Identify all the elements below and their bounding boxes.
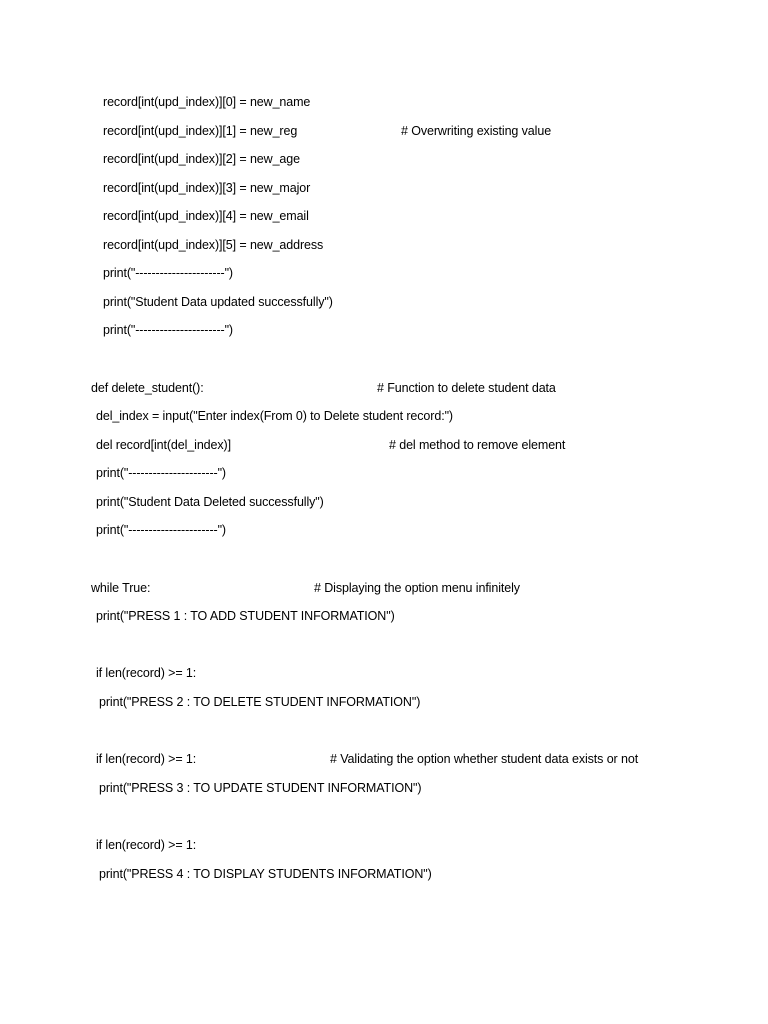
code-line-23: print("PRESS 4 : TO DISPLAY STUDENTS INFORMATION") (99, 867, 432, 881)
code-line-15: print("----------------------") (96, 523, 226, 537)
code-comment-12: # del method to remove element (389, 438, 566, 452)
code-line-22: if len(record) >= 1: (96, 838, 197, 852)
code-line-2: record[int(upd_index)][1] = new_reg (103, 124, 298, 138)
code-line-12: del record[int(del_index)] (96, 438, 231, 452)
code-comment-16: # Displaying the option menu infinitely (314, 581, 520, 595)
code-line-20: if len(record) >= 1: (96, 752, 197, 766)
code-line-17: print("PRESS 1 : TO ADD STUDENT INFORMATION") (96, 609, 395, 623)
code-line-4: record[int(upd_index)][3] = new_major (103, 181, 311, 195)
code-line-6: record[int(upd_index)][5] = new_address (103, 238, 324, 252)
code-line-14: print("Student Data Deleted successfully") (96, 495, 324, 509)
code-line-10: def delete_student(): (91, 381, 204, 395)
code-line-8: print("Student Data updated successfully") (103, 295, 333, 309)
code-line-11: del_index = input("Enter index(From 0) to Delete student record:") (96, 409, 453, 423)
code-line-9: print("----------------------") (103, 323, 233, 337)
code-line-3: record[int(upd_index)][2] = new_age (103, 152, 300, 166)
code-line-16: while True: (91, 581, 151, 595)
code-comment-20: # Validating the option whether student data exists or not (330, 752, 639, 766)
code-comment-10: # Function to delete student data (377, 381, 556, 395)
code-line-13: print("----------------------") (96, 466, 226, 480)
code-line-1: record[int(upd_index)][0] = new_name (103, 95, 311, 109)
code-comment-2: # Overwriting existing value (401, 124, 552, 138)
code-line-5: record[int(upd_index)][4] = new_email (103, 209, 309, 223)
code-line-18: if len(record) >= 1: (96, 666, 197, 680)
code-line-7: print("----------------------") (103, 266, 233, 280)
code-line-21: print("PRESS 3 : TO UPDATE STUDENT INFORMATION") (99, 781, 422, 795)
code-line-19: print("PRESS 2 : TO DELETE STUDENT INFORMATION") (99, 695, 421, 709)
